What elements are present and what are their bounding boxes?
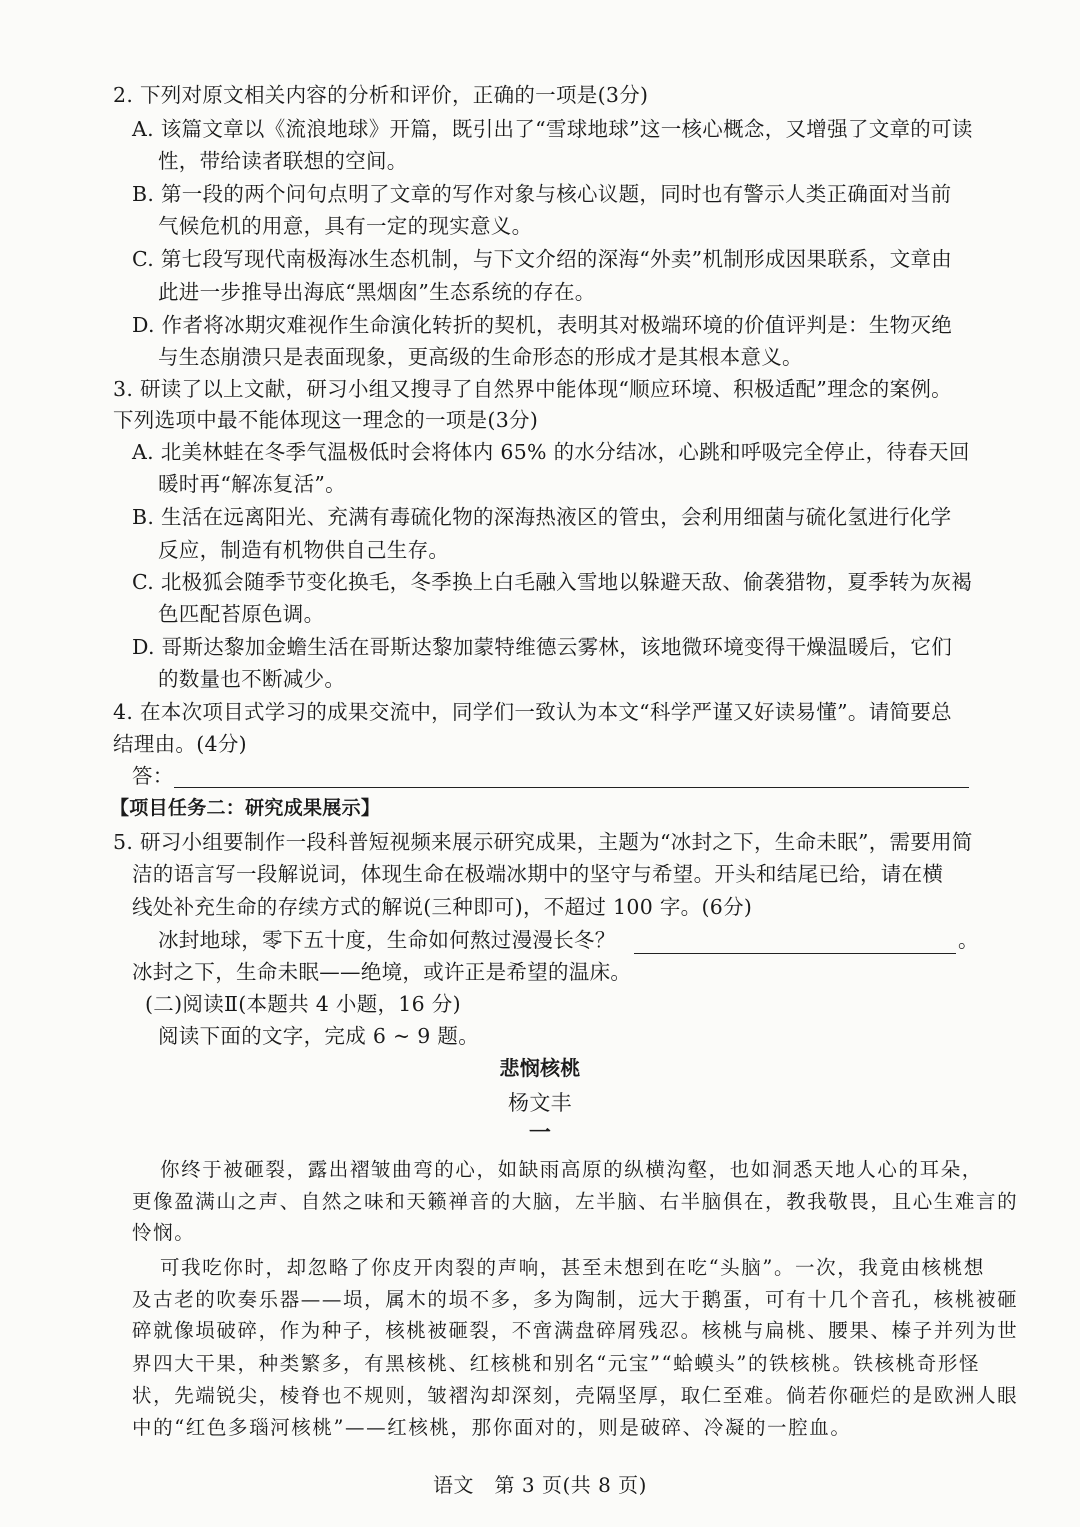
q2-option-a-line1: A. 该篇文章以《流浪地球》开篇，既引出了“雪球地球”这一核心概念，又增强了文章的可读 — [132, 117, 973, 141]
article-p2-line4: 界四大干果，种类繁多，有黑核桃、红核桃和别名“元宝”“蛤蟆头”的铁核桃。铁核桃奇形怪 — [132, 1352, 981, 1375]
q5-answer-blank[interactable] — [634, 953, 956, 954]
q2-option-c-line2: 此进一步推导出海底“黑烟囱”生态系统的存在。 — [158, 280, 596, 304]
article-p2-line1: 可我吃你时，却忽略了你皮开肉裂的声响，甚至未想到在吃“头脑”。一次，我竟由核桃想 — [160, 1256, 985, 1279]
article-p1-line1: 你终于被砸裂，露出褶皱曲弯的心，如缺雨高原的纵横沟壑，也如洞悉天地人心的耳朵， — [160, 1158, 983, 1181]
q4-answer-line[interactable] — [174, 787, 969, 788]
q2-option-d-line1: D. 作者将冰期灾难视作生命演化转折的契机，表明其对极端环境的价值评判是：生物灭绝 — [132, 313, 953, 337]
q3-option-c-line1: C. 北极狐会随季节变化换毛，冬季换上白毛融入雪地以躲避天敌、偷袭猎物，夏季转为灰褐 — [132, 570, 973, 594]
q2-option-c-line1: C. 第七段写现代南极海冰生态机制，与下文介绍的深海“外卖”机制形成因果联系，文章由 — [132, 247, 953, 271]
page-footer: 语文 第 3 页(共 8 页) — [433, 1473, 647, 1497]
q3-option-b-line1: B. 生活在远离阳光、充满有毒硫化物的深海热液区的管虫，会利用细菌与硫化氢进行化学 — [132, 505, 952, 529]
q5-blank-end: 。 — [958, 928, 979, 952]
article-p2-line3: 碎就像埙破碎，作为种子，核桃被砸裂，不啻满盘碎屑残忍。核桃与扁桃、腰果、榛子并列为世 — [132, 1319, 1019, 1342]
reading2-instruction: 阅读下面的文字，完成 6 ~ 9 题。 — [158, 1024, 480, 1048]
q2-option-d-line2: 与生态崩溃只是表面现象，更高级的生命形态的形成才是其根本意义。 — [158, 345, 803, 369]
q3-option-c-line2: 色匹配苔原色调。 — [158, 602, 325, 626]
q4-answer-label: 答： — [132, 764, 174, 788]
reading2-header: (二)阅读Ⅱ(本题共 4 小题，16 分) — [145, 992, 461, 1016]
q2-option-b-line2: 气候危机的用意，具有一定的现实意义。 — [158, 214, 533, 238]
q3-option-b-line2: 反应，制造有机物供自己生存。 — [158, 538, 450, 562]
q3-option-a-line2: 暖时再“解冻复活”。 — [158, 472, 346, 496]
article-section-number: 一 — [528, 1120, 552, 1146]
q2-option-b-line1: B. 第一段的两个问句点明了文章的写作对象与核心议题，同时也有警示人类正确面对当前 — [132, 182, 952, 206]
q4-stem-line1: 4. 在本次项目式学习的成果交流中，同学们一致认为本文“科学严谨又好读易懂”。请简要总 — [113, 700, 952, 724]
q2-option-a-line2: 性，带给读者联想的空间。 — [158, 149, 408, 173]
article-p2-line2: 及古老的吹奏乐器——埙，属木的埙不多，多为陶制，远大于鹅蛋，可有十几个音孔，核桃被砸 — [132, 1288, 1019, 1311]
article-title: 悲悯核桃 — [499, 1056, 581, 1080]
article-p2-line5: 状，先端锐尖，棱脊也不规则，皱褶沟却深刻，壳隔坚厚，取仁至难。倘若你砸烂的是欧洲人眼 — [132, 1384, 1019, 1407]
q3-option-d-line2: 的数量也不断减少。 — [158, 667, 346, 691]
article-p2-line6: 中的“红色多瑙河核桃”——红核桃，那你面对的，则是破碎、冷凝的一腔血。 — [132, 1416, 852, 1439]
article-author: 杨文丰 — [508, 1091, 572, 1115]
q3-option-a-line1: A. 北美林蛙在冬季气温极低时会将体内 65% 的水分结冰，心跳和呼吸完全停止，待春天回 — [132, 440, 970, 464]
q3-stem-line2: 下列选项中最不能体现这一理念的一项是(3分) — [113, 408, 539, 432]
q2-stem: 2. 下列对原文相关内容的分析和评价，正确的一项是(3分) — [113, 83, 649, 107]
q3-option-d-line1: D. 哥斯达黎加金蟾生活在哥斯达黎加蒙特维德云雾林，该地微环境变得干燥温暖后，它们 — [132, 635, 953, 659]
q5-stem-line1: 5. 研习小组要制作一段科普短视频来展示研究成果，主题为“冰封之下，生命未眠”，需要用简 — [113, 830, 973, 854]
task2-heading: 【项目任务二：研究成果展示】 — [110, 797, 381, 819]
q4-stem-line2: 结理由。(4分) — [113, 732, 247, 756]
article-p1-line3: 怜悯。 — [132, 1221, 196, 1244]
q3-stem-line1: 3. 研读了以上文献，研习小组又搜寻了自然界中能体现“顺应环境、积极适配”理念的案例。 — [113, 377, 952, 401]
q5-closing: 冰封之下，生命未眠——绝境，或许正是希望的温床。 — [132, 960, 632, 984]
article-p1-line2: 更像盈满山之声、自然之味和天籁禅音的大脑，左半脑、右半脑俱在，教我敬畏，且心生难言的 — [132, 1190, 1019, 1213]
q5-stem-line2: 洁的语言写一段解说词，体现生命在极端冰期中的坚守与希望。开头和结尾已给，请在横 — [132, 862, 944, 886]
q5-opening: 冰封地球，零下五十度，生命如何熬过漫漫长冬？ — [158, 928, 616, 952]
q5-stem-line3: 线处补充生命的存续方式的解说(三种即可)，不超过 100 字。(6分) — [132, 895, 753, 919]
